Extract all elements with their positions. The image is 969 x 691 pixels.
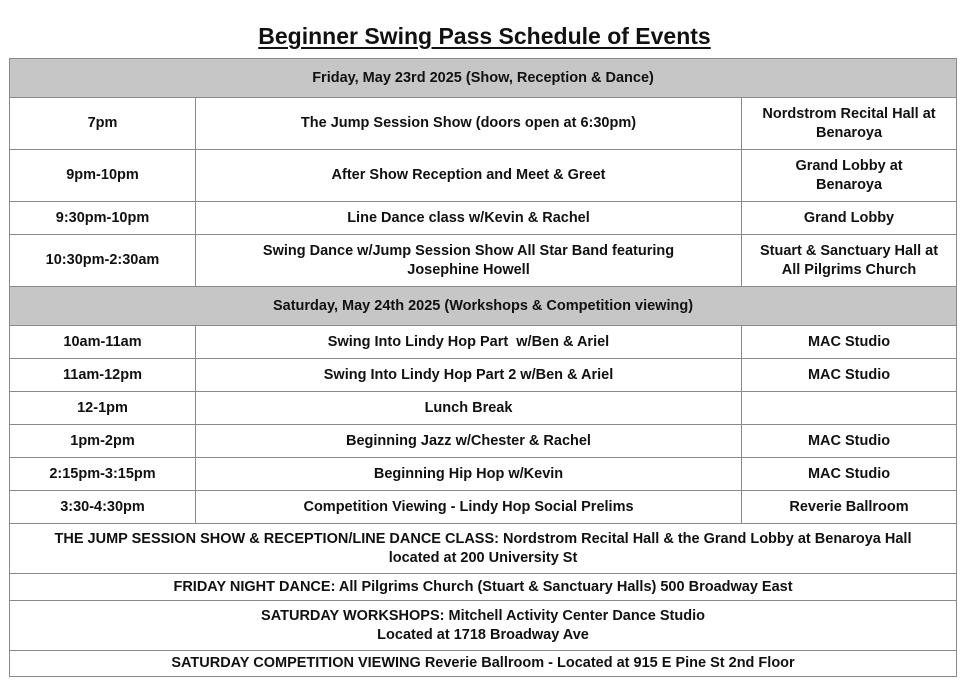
location-line: Grand Lobby — [803, 209, 895, 226]
time-cell: 3:30-4:30pm — [10, 491, 196, 524]
note-line: located at 200 University St — [388, 549, 578, 566]
table-row — [10, 392, 957, 425]
time-cell: 11am-12pm — [10, 359, 196, 392]
location-cell — [742, 359, 957, 392]
event-line: The Jump Session Show (doors open at 6:30pm) — [300, 115, 637, 131]
note-row — [10, 601, 957, 651]
event-cell — [196, 392, 742, 425]
table-row — [10, 326, 957, 359]
location-line: Benaroya — [815, 176, 883, 193]
note-row — [10, 651, 957, 677]
note-cell — [10, 601, 957, 651]
location-cell — [742, 392, 957, 425]
time-cell: 1pm-2pm — [10, 425, 196, 458]
location-cell — [742, 326, 957, 359]
time-cell: 9:30pm-10pm — [10, 202, 196, 235]
location-cell — [742, 491, 957, 524]
section-header-friday — [10, 59, 957, 98]
note-cell — [10, 524, 957, 574]
location-line: Nordstrom Recital Hall at — [762, 105, 936, 122]
location-line: MAC Studio — [807, 432, 891, 449]
table-row — [10, 425, 957, 458]
time-cell: 10:30pm-2:30am — [10, 235, 196, 287]
section-header-saturday — [10, 287, 957, 326]
location-line: Benaroya — [815, 124, 883, 141]
location-line: Stuart & Sanctuary Hall at — [759, 242, 939, 259]
location-cell — [742, 425, 957, 458]
event-cell — [196, 491, 742, 524]
note-line: THE JUMP SESSION SHOW & RECEPTION/LINE DANCE CLASS: Nordstrom Recital Hall & the Grand Lobby at Benaroya Hall — [54, 530, 912, 547]
event-cell — [196, 458, 742, 491]
note-row — [10, 524, 957, 574]
location-cell — [742, 458, 957, 491]
table-row — [10, 458, 957, 491]
table-row — [10, 98, 957, 150]
location-line: Grand Lobby at — [795, 157, 903, 174]
event-cell — [196, 98, 742, 150]
event-line: After Show Reception and Meet & Greet — [331, 167, 606, 183]
location-line: MAC Studio — [807, 333, 891, 350]
time-cell: 12-1pm — [10, 392, 196, 425]
event-cell — [196, 202, 742, 235]
location-line: MAC Studio — [807, 465, 891, 482]
time-cell: 7pm — [10, 98, 196, 150]
event-line: Competition Viewing - Lindy Hop Social Prelims — [303, 498, 634, 515]
event-line: Josephine Howell — [407, 261, 530, 278]
time-cell: 2:15pm-3:15pm — [10, 458, 196, 491]
location-cell — [742, 98, 957, 150]
page-title: Beginner Swing Pass Schedule of Events — [258, 23, 711, 49]
event-cell — [196, 425, 742, 458]
location-cell — [742, 150, 957, 202]
time-cell: 10am-11am — [10, 326, 196, 359]
table-row — [10, 235, 957, 287]
table-row — [10, 491, 957, 524]
schedule-table — [9, 58, 957, 677]
event-line: Lunch Break — [424, 399, 513, 416]
note-line: SATURDAY COMPETITION VIEWING Reverie Ballroom - Located at 915 E Pine St 2nd Floor — [171, 655, 795, 671]
note-line: Located at 1718 Broadway Ave — [377, 626, 589, 643]
time-cell: 9pm-10pm — [10, 150, 196, 202]
location-cell — [742, 235, 957, 287]
location-line: MAC Studio — [807, 366, 891, 383]
event-line: Swing Into Lindy Hop Part w/Ben & Ariel — [327, 333, 610, 350]
note-line: FRIDAY NIGHT DANCE: All Pilgrims Church (Stuart & Sanctuary Halls) 500 Broadway East — [173, 578, 793, 595]
event-line: Beginning Hip Hop w/Kevin — [373, 465, 564, 482]
note-cell — [10, 574, 957, 601]
event-cell — [196, 359, 742, 392]
location-line: All Pilgrims Church — [781, 261, 917, 278]
event-line: Beginning Jazz w/Chester & Rachel — [346, 432, 591, 449]
location-line: Reverie Ballroom — [789, 498, 909, 515]
event-cell — [196, 326, 742, 359]
note-line: SATURDAY WORKSHOPS: Mitchell Activity Center Dance Studio — [261, 607, 705, 624]
event-cell — [196, 150, 742, 202]
note-row — [10, 574, 957, 601]
table-row — [10, 359, 957, 392]
section-heading: Friday, May 23rd 2025 (Show, Reception & Dance) — [10, 59, 957, 98]
event-line: Line Dance class w/Kevin & Rachel — [347, 209, 590, 226]
location-cell — [742, 202, 957, 235]
table-row — [10, 202, 957, 235]
section-heading: Saturday, May 24th 2025 (Workshops & Competition viewing) — [10, 287, 957, 326]
event-line: Swing Dance w/Jump Session Show All Star Band featuring — [262, 242, 675, 259]
table-row — [10, 150, 957, 202]
event-line: Swing Into Lindy Hop Part 2 w/Ben & Ariel — [323, 366, 614, 383]
note-cell — [10, 651, 957, 677]
event-cell — [196, 235, 742, 287]
